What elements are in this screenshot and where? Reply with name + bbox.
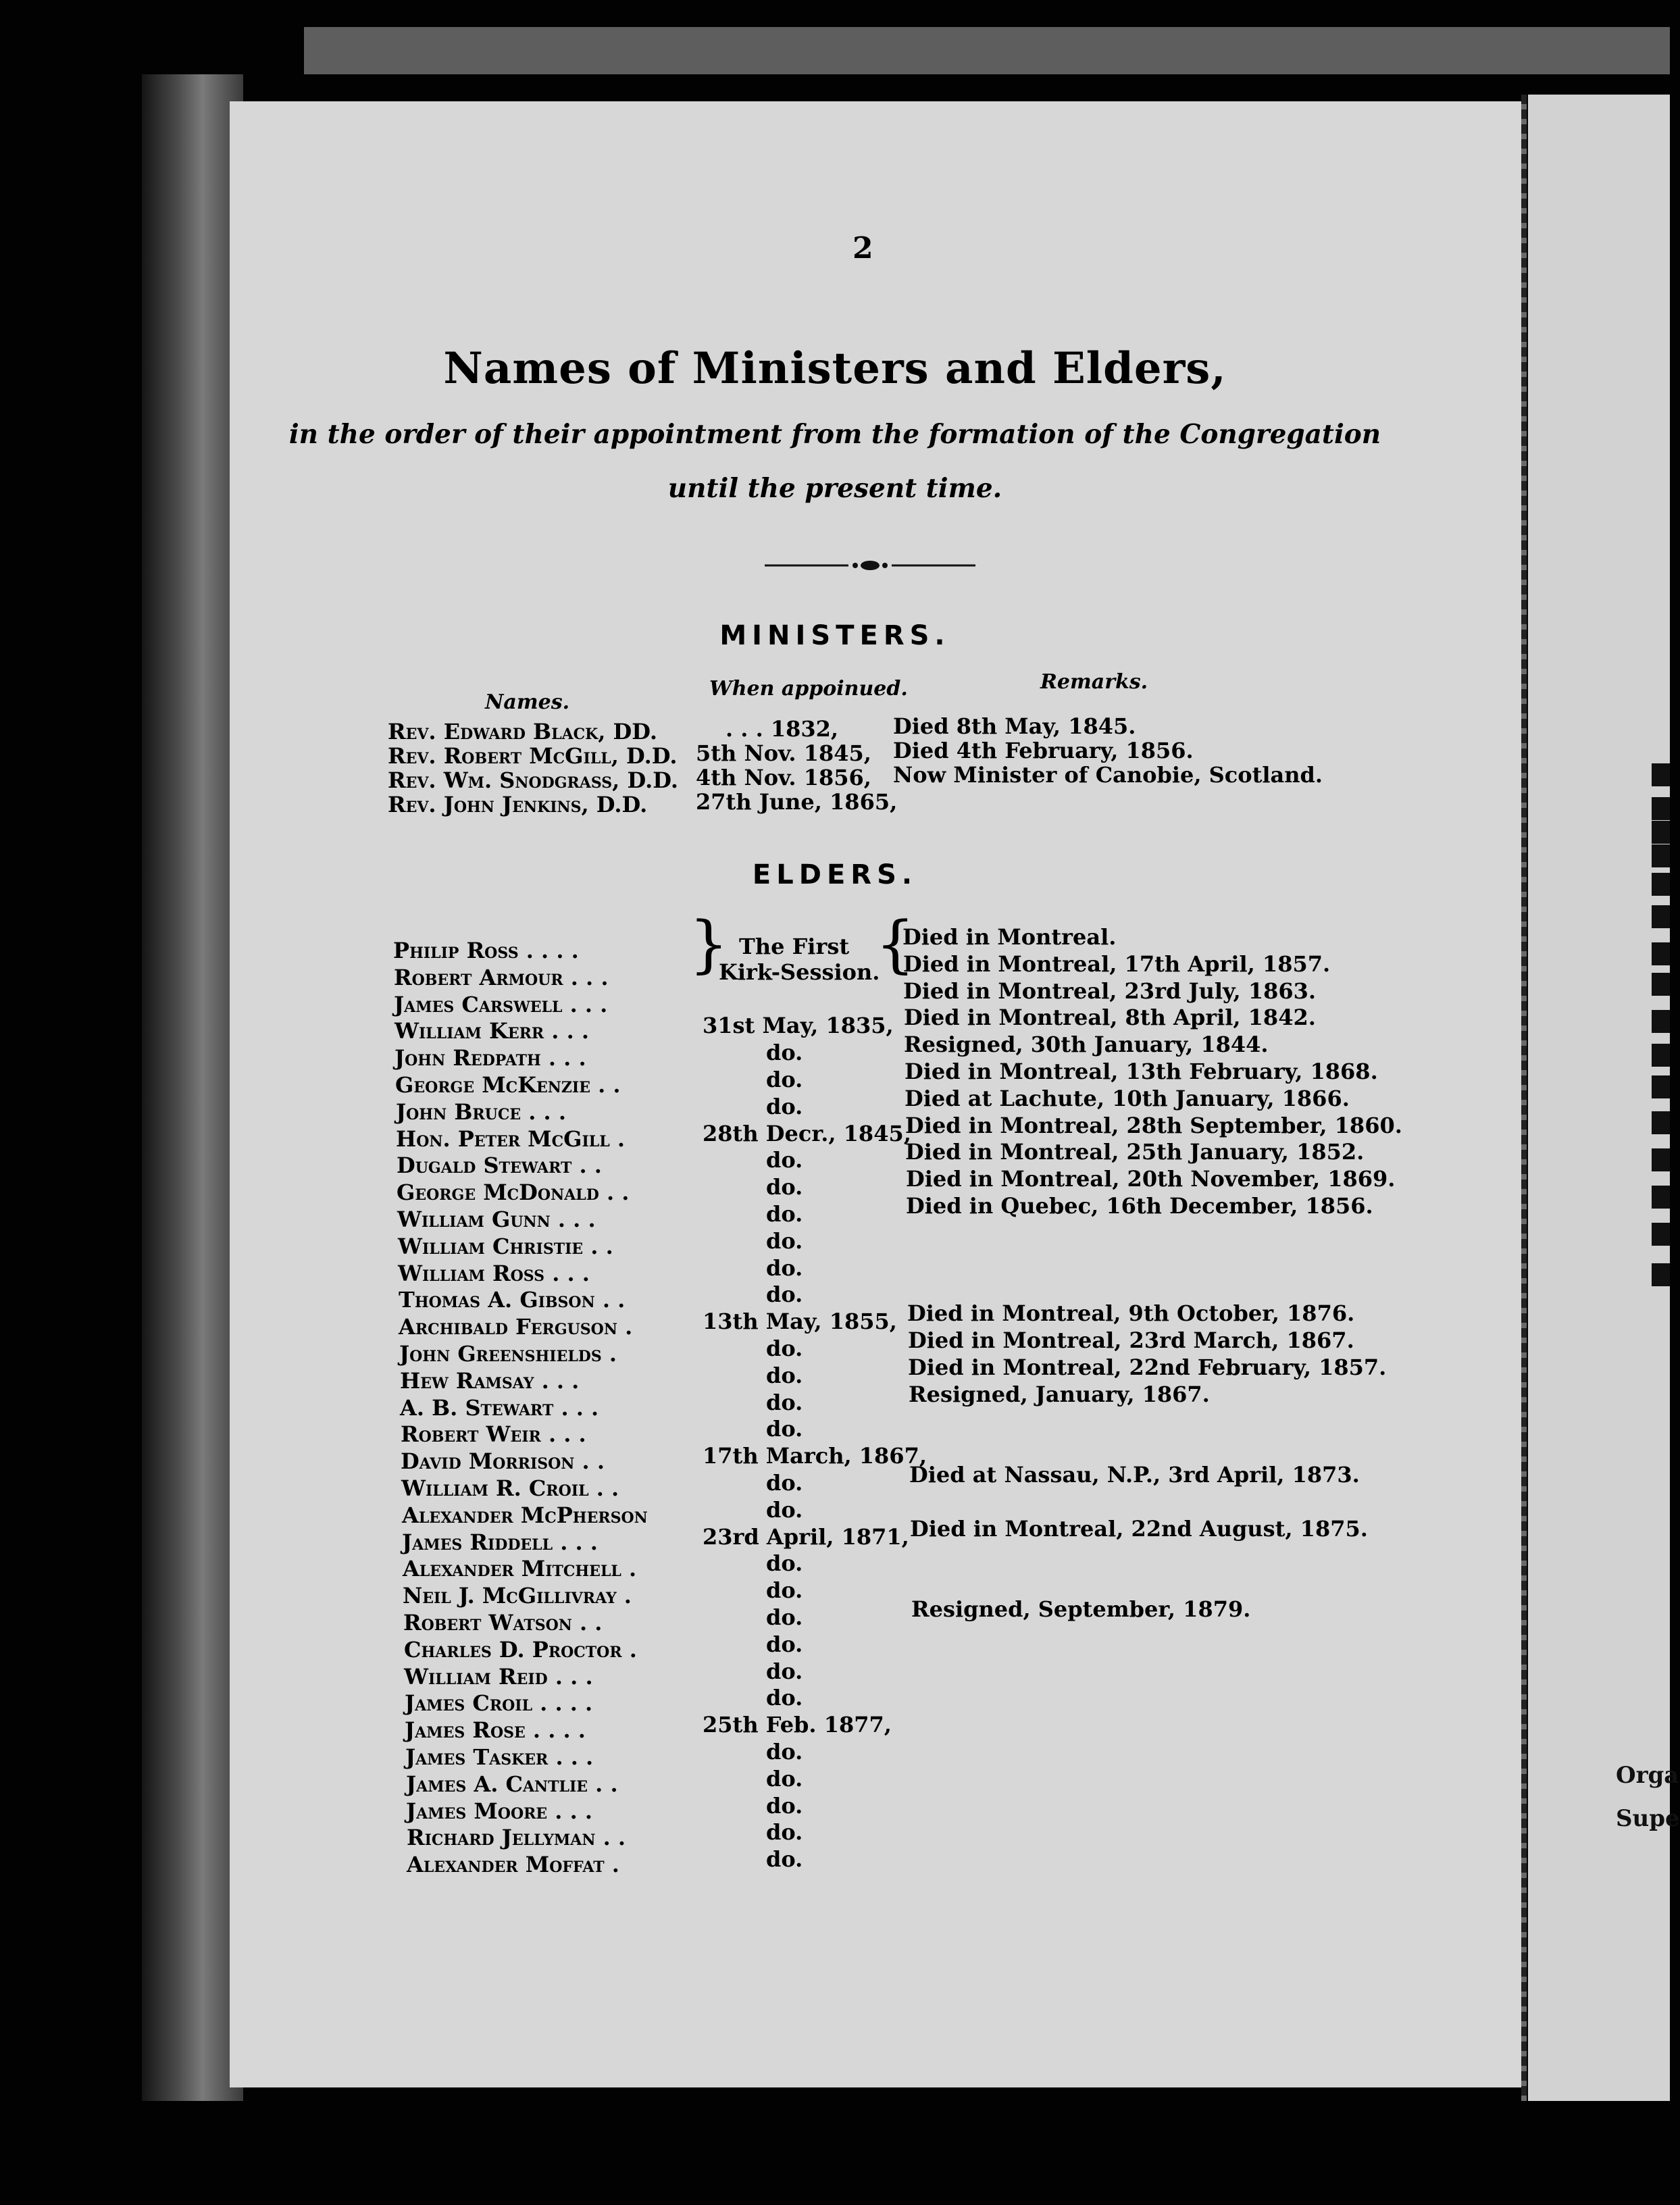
elder-name: James A. Cantlie . . — [406, 1771, 618, 1797]
elder-when: do. — [766, 1094, 803, 1119]
elder-when: do. — [766, 1604, 803, 1630]
elder-name: Robert Armour . . . — [394, 965, 609, 990]
elder-name: A. B. Stewart . . . — [400, 1395, 599, 1421]
minister-when: 27th June, 1865, — [696, 789, 898, 815]
elder-when: do. — [766, 1819, 803, 1845]
elder-name: James Moore . . . — [406, 1798, 593, 1824]
ornament-divider — [762, 555, 978, 576]
elder-when: do. — [766, 1577, 803, 1603]
elder-when: do. — [766, 1390, 803, 1415]
elder-name: Robert Weir . . . — [401, 1421, 586, 1447]
elder-when: 31st May, 1835, — [703, 1013, 894, 1038]
elder-when: do. — [766, 1336, 803, 1361]
elder-remark: Died in Montreal, 23rd March, 1867. — [908, 1327, 1354, 1353]
minister-when: 5th Nov. 1845, — [696, 740, 871, 766]
elder-name: George McDonald . . — [397, 1180, 630, 1205]
right-page-letter-mark — [1652, 763, 1670, 786]
elder-remark: Died in Montreal, 23rd July, 1863. — [903, 978, 1317, 1004]
column-header-remarks: Remarks. — [1040, 670, 1148, 694]
elder-when: do. — [766, 1766, 803, 1792]
elder-name: William Ross . . . — [398, 1261, 590, 1286]
elder-when: do. — [766, 1685, 803, 1710]
elder-when: do. — [766, 1658, 803, 1684]
right-page-letter-mark — [1652, 905, 1670, 928]
elder-when: 25th Feb. 1877, — [703, 1712, 892, 1738]
page-number: 2 — [852, 231, 873, 265]
elder-when: do. — [766, 1363, 803, 1388]
minister-remark: Now Minister of Canobie, Scotland. — [893, 762, 1323, 788]
page-title: Names of Ministers and Elders, — [443, 343, 1227, 394]
minister-when: 4th Nov. 1856, — [696, 765, 871, 790]
minister-remark: Died 4th February, 1856. — [893, 738, 1194, 763]
elder-remark: Died in Montreal, 25th January, 1852. — [905, 1139, 1365, 1165]
elder-name: Charles D. Proctor . — [404, 1637, 637, 1663]
subtitle-line: until the present time. — [667, 473, 1002, 504]
first-session-label: The First — [739, 934, 850, 959]
elder-name: George McKenzie . . — [395, 1072, 621, 1098]
elder-name: Hew Ramsay . . . — [400, 1368, 580, 1394]
elder-when: do. — [766, 1846, 803, 1872]
elder-when: do. — [766, 1228, 803, 1254]
minister-when: . . . 1832, — [726, 716, 839, 742]
subtitle-line: in the order of their appointment from the formation of the Congregation — [288, 419, 1381, 450]
left-brace: { — [875, 908, 915, 980]
elder-name: John Bruce . . . — [396, 1099, 566, 1125]
column-header-names: Names. — [485, 690, 570, 714]
elder-remark: Died in Quebec, 16th December, 1856. — [906, 1193, 1373, 1219]
right-page-fragment: Supe — [1616, 1805, 1680, 1832]
elder-when: do. — [766, 1147, 803, 1173]
elder-name: James Rose . . . . — [405, 1717, 586, 1743]
elder-when: 28th Decr., 1845, — [703, 1121, 911, 1146]
elder-name: Alexander McPherson — [402, 1502, 648, 1528]
elder-when: do. — [766, 1793, 803, 1819]
elder-remark: Died in Montreal, 20th November, 1869. — [906, 1166, 1396, 1192]
right-page-letter-mark — [1652, 1111, 1670, 1134]
first-session-label: Kirk-Session. — [719, 959, 880, 985]
elder-name: Neil J. McGillivray . — [403, 1583, 632, 1608]
elder-when: do. — [766, 1550, 803, 1576]
elder-name: William Gunn . . . — [397, 1207, 596, 1232]
right-page-letter-mark — [1652, 1186, 1670, 1209]
elder-remark: Died in Montreal, 13th February, 1868. — [905, 1059, 1378, 1084]
elder-remark: Died at Lachute, 10th January, 1866. — [905, 1086, 1350, 1111]
elder-name: Alexander Moffat . — [407, 1852, 619, 1877]
elder-name: James Croil . . . . — [405, 1690, 593, 1716]
elder-when: 23rd April, 1871, — [703, 1524, 909, 1550]
elder-remark: Died in Montreal, 17th April, 1857. — [903, 951, 1331, 977]
elder-remark: Died in Montreal, 28th September, 1860. — [905, 1113, 1402, 1138]
elder-when: do. — [766, 1416, 803, 1442]
elder-name: David Morrison . . — [401, 1448, 605, 1474]
elder-when: do. — [766, 1470, 803, 1496]
elder-name: Dugald Stewart . . — [397, 1152, 602, 1178]
column-header-when: When appoinued. — [709, 677, 908, 701]
elder-name: James Tasker . . . — [405, 1744, 594, 1770]
elder-remark: Died in Montreal, 22nd August, 1875. — [910, 1516, 1368, 1542]
elders-heading: ELDERS. — [752, 859, 918, 890]
elder-when: do. — [766, 1282, 803, 1307]
elder-remark: Resigned, January, 1867. — [909, 1382, 1210, 1407]
right-page-letter-mark — [1652, 1263, 1670, 1286]
right-page-letter-mark — [1652, 1044, 1670, 1067]
right-page-letter-mark — [1652, 1223, 1670, 1246]
page-gutter — [1521, 95, 1527, 2101]
elder-remark: Died in Montreal. — [902, 924, 1117, 950]
elder-name: John Redpath . . . — [394, 1045, 586, 1071]
elder-name: Thomas A. Gibson . . — [399, 1287, 626, 1313]
elder-name: James Riddell . . . — [402, 1529, 598, 1555]
right-page-fragment: Orga — [1616, 1762, 1679, 1789]
elder-remark: Resigned, 30th January, 1844. — [904, 1032, 1269, 1057]
minister-name: Rev. Wm. Snodgrass, D.D. — [388, 767, 678, 793]
elder-remark: Died in Montreal, 8th April, 1842. — [904, 1005, 1316, 1030]
elder-name: Richard Jellyman . . — [407, 1825, 626, 1850]
elder-name: Alexander Mitchell . — [403, 1556, 637, 1581]
elder-name: Philip Ross . . . . — [393, 938, 579, 963]
elder-remark: Died in Montreal, 9th October, 1876. — [907, 1300, 1355, 1326]
elder-name: William R. Croil . . — [401, 1475, 619, 1501]
elder-name: William Reid . . . — [404, 1664, 593, 1690]
minister-name: Rev. Robert McGill, D.D. — [388, 743, 678, 769]
elder-name: Hon. Peter McGill . — [396, 1126, 625, 1152]
book-cover-top — [304, 27, 1670, 74]
elder-name: Robert Watson . . — [403, 1610, 603, 1636]
elder-remark: Died at Nassau, N.P., 3rd April, 1873. — [909, 1462, 1360, 1488]
elder-when: do. — [766, 1174, 803, 1200]
right-page-letter-mark — [1652, 973, 1670, 996]
elder-remark: Resigned, September, 1879. — [911, 1596, 1251, 1622]
minister-name: Rev. Edward Black, DD. — [388, 719, 658, 744]
ministers-heading: MINISTERS. — [719, 620, 950, 651]
elder-when: 17th March, 1867, — [703, 1443, 927, 1469]
elder-when: 13th May, 1855, — [703, 1309, 897, 1334]
elder-when: do. — [766, 1201, 803, 1227]
elder-name: William Christie . . — [398, 1234, 613, 1259]
right-page-letter-mark — [1652, 1075, 1670, 1098]
elder-when: do. — [766, 1631, 803, 1657]
minister-remark: Died 8th May, 1845. — [893, 713, 1136, 739]
right-page-letter-mark — [1652, 821, 1670, 844]
right-page-letter-mark — [1652, 1010, 1670, 1033]
elder-name: John Greenshields . — [399, 1341, 617, 1367]
elder-when: do. — [766, 1067, 803, 1092]
elder-name: James Carswell . . . — [394, 992, 608, 1017]
elder-name: Archibald Ferguson . — [399, 1314, 633, 1340]
minister-name: Rev. John Jenkins, D.D. — [388, 792, 648, 817]
elder-when: do. — [766, 1739, 803, 1765]
elder-when: do. — [766, 1255, 803, 1281]
right-page-letter-mark — [1652, 797, 1670, 820]
elder-remark: Died in Montreal, 22nd February, 1857. — [908, 1354, 1387, 1380]
right-page-letter-mark — [1652, 1148, 1670, 1171]
elder-name: William Kerr . . . — [394, 1018, 590, 1044]
right-page-letter-mark — [1652, 942, 1670, 965]
right-brace: } — [689, 908, 729, 980]
elder-when: do. — [766, 1497, 803, 1523]
elder-when: do. — [766, 1040, 803, 1065]
right-page-edge — [1528, 95, 1680, 2101]
